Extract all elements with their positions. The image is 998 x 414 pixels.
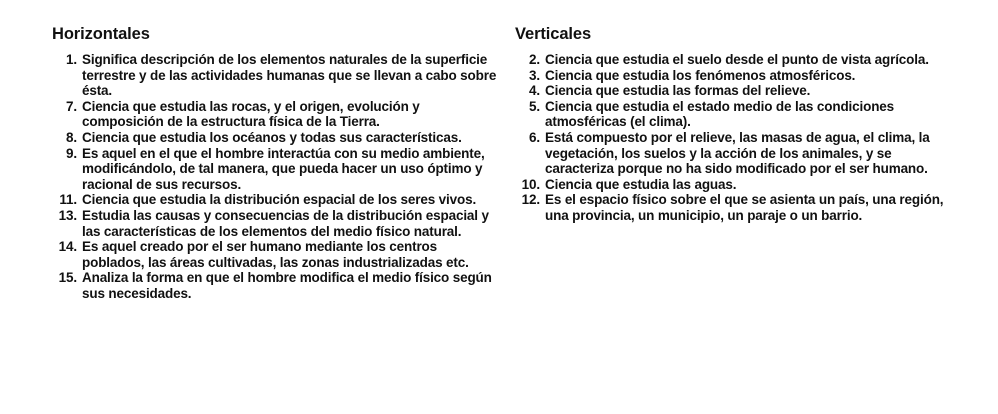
clue-number: 14. bbox=[58, 239, 77, 255]
clue-number: 2. bbox=[529, 52, 540, 67]
horizontales-heading: Horizontales bbox=[52, 25, 150, 43]
clue-number: 4. bbox=[529, 83, 540, 99]
clue-text: Ciencia que estudia el estado medio de las condiciones atmosféricas (el clima). bbox=[545, 98, 895, 130]
clue-text: Es aquel creado por el ser humano mediante los centros poblados, las áreas cultivadas, las zonas industrializadas etc. bbox=[82, 239, 469, 270]
clue-number: 15. bbox=[58, 270, 77, 286]
clue-number: 6. bbox=[529, 129, 540, 145]
horizontales-section bbox=[52, 24, 502, 302]
clue-text: Ciencia que estudia las aguas. bbox=[545, 176, 737, 192]
clue-vertical-3 bbox=[515, 68, 955, 84]
clue-vertical-5 bbox=[515, 99, 955, 130]
clue-number: 1. bbox=[66, 52, 77, 67]
clue-horizontal-8 bbox=[52, 130, 502, 146]
clue-horizontal-13 bbox=[52, 208, 502, 239]
clue-number: 13. bbox=[58, 207, 77, 223]
clue-text: Ciencia que estudia los fenómenos atmosféricos. bbox=[545, 67, 856, 83]
clue-text: Es aquel en el que el hombre interactúa con su medio ambiente, modificándolo, de tal manera, que pueda hacer un uso óptimo y racional de sus recursos. bbox=[82, 145, 485, 192]
verticales-clue-list bbox=[515, 52, 955, 224]
clue-text: Ciencia que estudia las formas del relieve. bbox=[545, 83, 811, 99]
clue-text: Significa descripción de los elementos naturales de la superficie terrestre y de las actividades humanas que se llevan a cabo sobre ésta. bbox=[82, 52, 497, 99]
verticales-section bbox=[515, 24, 955, 224]
clue-text: Está compuesto por el relieve, las masas de agua, el clima, la vegetación, los suelos y la acción de los animales, y se caracteriza porque no ha sido modificado por el ser humano. bbox=[545, 129, 930, 177]
clue-vertical-6 bbox=[515, 130, 955, 177]
clue-text: Ciencia que estudia los océanos y todas sus características. bbox=[82, 129, 462, 145]
clue-number: 5. bbox=[529, 98, 540, 114]
clue-number: 12. bbox=[521, 192, 540, 208]
clue-number: 11. bbox=[59, 192, 77, 208]
clue-text: Estudia las causas y consecuencias de la distribución espacial y las características de los elementos del medio físico natural. bbox=[82, 207, 489, 239]
clue-text: Ciencia que estudia las rocas, y el origen, evolución y composición de la estructura física de la Tierra. bbox=[82, 98, 420, 130]
clue-number: 7. bbox=[66, 98, 77, 114]
clue-number: 10. bbox=[521, 176, 540, 192]
clue-horizontal-1 bbox=[52, 52, 502, 99]
clue-number: 8. bbox=[66, 129, 77, 145]
clue-text: Es el espacio físico sobre el que se asienta un país, una región, una provincia, un municipio, un paraje o un barrio. bbox=[545, 192, 944, 223]
verticales-heading: Verticales bbox=[515, 25, 592, 43]
clue-vertical-2 bbox=[515, 52, 955, 68]
clue-text: Analiza la forma en que el hombre modifica el medio físico según sus necesidades. bbox=[82, 270, 492, 301]
clue-horizontal-15 bbox=[52, 270, 502, 301]
clue-number: 3. bbox=[529, 67, 540, 83]
clue-horizontal-9 bbox=[52, 146, 502, 193]
clue-vertical-12 bbox=[515, 192, 955, 223]
clue-text: Ciencia que estudia el suelo desde el punto de vista agrícola. bbox=[545, 52, 929, 67]
clue-horizontal-14 bbox=[52, 239, 502, 270]
clue-horizontal-7 bbox=[52, 99, 502, 130]
clue-vertical-4 bbox=[515, 83, 955, 99]
clue-number: 9. bbox=[66, 145, 77, 161]
clue-horizontal-11 bbox=[52, 192, 502, 208]
clue-vertical-10 bbox=[515, 177, 955, 193]
clue-text: Ciencia que estudia la distribución espacial de los seres vivos. bbox=[82, 192, 477, 208]
horizontales-clue-list bbox=[52, 52, 502, 302]
